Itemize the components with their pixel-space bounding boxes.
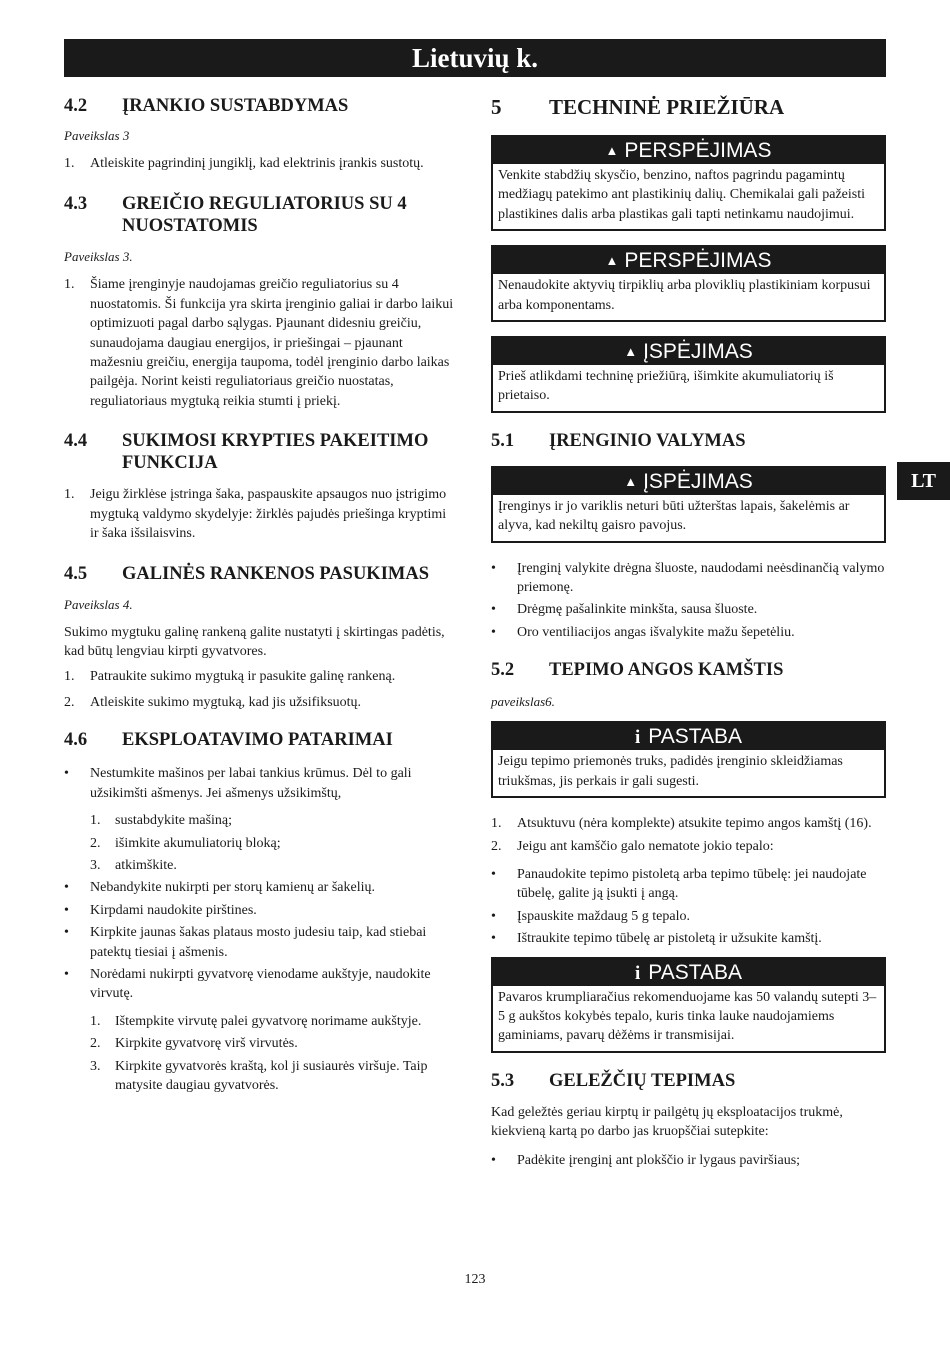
paragraph: Sukimo mygtuku galinę rankeną galite nustatyti į skirtingas padėtis, kad būtų lengviau kirpti gyvatvores.: [64, 625, 445, 660]
warning-triangle-icon: ▲: [624, 344, 638, 360]
note-text: Pavaros krumpliaračius rekomenduojame kas 50 valandų sutepti 3–5 g aukštos kokybės tepalo, kuris tinka lauke naudojamiems gaminiams, pavarų dėžėms ir transmisijai.: [498, 989, 877, 1044]
list-item: 1. Atleiskite pagrindinį jungiklį, kad elektrinis įrankis sustotų.: [64, 156, 424, 171]
bullet-list: [64, 764, 458, 803]
note-text: Jeigu tepimo priemonės truks, padidės įrenginio skleidžiamas triukšmas, jis perkais ir gali sugesti.: [498, 754, 843, 789]
bullet-list: [491, 559, 886, 643]
note-box: [491, 957, 886, 1053]
section-heading: 5.1 ĮRENGINIO VALYMAS: [491, 430, 746, 451]
section-heading: 5.3 GELEŽČIŲ TEPIMAS: [491, 1070, 736, 1091]
list-item: • Įspauskite maždaug 5 g tepalo.: [491, 908, 691, 924]
list-item: 1. Jeigu žirklėse įstringa šaka, paspauskite apsaugos nuo įstrigimo mygtuką valdymo skydelyje: žirklės pajudės priešinga kryptimi ir šaka išsilaisvins.: [64, 487, 447, 542]
left-column: [64, 95, 458, 1095]
caution-box: [491, 336, 886, 413]
list-item: 2. Atleiskite sukimo mygtuką, kad jis užsifiksuotų.: [64, 694, 362, 710]
section-heading: 5.2 TEPIMO ANGOS KAMŠTIS: [491, 660, 784, 681]
list-item: 1. Patraukite sukimo mygtuką ir pasukite galinę rankeną.: [64, 669, 396, 685]
note-header: i PASTABA: [493, 723, 884, 750]
warning-box: [491, 135, 886, 231]
warning-header: ▲ PERSPĖJIMAS: [493, 137, 884, 164]
list-item: 2. Kirpkite gyvatvorę virš virvutės.: [90, 1036, 298, 1052]
bullet-list: [64, 878, 458, 1003]
section-heading: 4.5 GALINĖS RANKENOS PASUKIMAS: [64, 564, 430, 585]
note-box: [491, 721, 886, 798]
list-item: 1. sustabdykite mašiną;: [90, 813, 233, 829]
warning-box: [491, 245, 886, 322]
section-heading: 4.2 ĮRANKIO SUSTABDYMAS: [64, 96, 349, 116]
language-tab: LT: [897, 462, 950, 500]
list-item: • Kirpdami naudokite pirštines.: [64, 902, 257, 918]
caution-header: ▲ ĮSPĖJIMAS: [493, 338, 884, 365]
section-heading: 4.6 EKSPLOATAVIMO PATARIMAI: [64, 730, 393, 751]
list-item: • Norėdami nukirpti gyvatvorę vienodame aukštyje, naudokite virvutę.: [64, 966, 431, 1002]
sub-list: [64, 1012, 458, 1096]
numbered-list: [64, 154, 458, 173]
figure-ref: Paveikslas 3.: [64, 249, 133, 265]
caution-text: Prieš atlikdami techninę priežiūrą, išimkite akumuliatorių iš prietaiso.: [498, 369, 834, 404]
section-heading: 5 TECHNINĖ PRIEŽIŪRA: [491, 95, 785, 119]
info-icon: i: [634, 962, 641, 984]
list-item: • Drėgmę pašalinkite minkšta, sausa šluoste.: [491, 602, 758, 618]
numbered-list: [64, 485, 458, 543]
warning-triangle-icon: ▲: [624, 473, 638, 489]
caution-header: ▲ ĮSPĖJIMAS: [493, 468, 884, 495]
list-item: 3. atkimškite.: [90, 857, 177, 873]
list-item: • Nestumkite mašinos per labai tankius krūmus. Dėl to gali užsikimšti ašmenys. Jei ašmenys užsikimštų,: [64, 766, 412, 801]
bullet-list: [491, 1151, 886, 1170]
numbered-list: [491, 814, 886, 856]
right-column: [491, 95, 886, 1170]
bullet-list: [491, 865, 886, 949]
section-heading: 4.4 SUKIMOSI KRYPTIES PAKEITIMO FUNKCIJA: [64, 431, 429, 474]
page-number: 123: [464, 1272, 486, 1287]
list-item: 3. Kirpkite gyvatvorės kraštą, kol ji susiaurės viršuje. Taip matysite daugiau gyvatvorės.: [90, 1058, 428, 1093]
sub-list: [64, 811, 458, 875]
list-item: • Oro ventiliacijos angas išvalykite mažu šepetėliu.: [491, 624, 795, 640]
warning-text: Nenaudokite aktyvių tirpiklių arba ploviklių plastikiniam korpusui arba komponentams.: [498, 278, 871, 313]
list-item: 1. Šiame įrenginyje naudojamas greičio reguliatorius su 4 nuostatomis. Ši funkcija yra skirta įrenginio galiai ir darbo laikui optimizuoti pagal darbo sąlygas. Pjaunant didesniu greičiu, sunaudojama daugiau energijos, ir priešingai – pjaunant mažesniu greičiu, energija taupoma, todėl įrenginio darbo laikas pailgėja. Norint keisti reguliatoriaus greičio nuostatas, reguliatoriaus mygtuką reikia stumti į priekį.: [64, 277, 454, 409]
list-item: 2. išimkite akumuliatorių bloką;: [90, 835, 281, 851]
warning-triangle-icon: ▲: [605, 253, 619, 269]
warning-text: Venkite stabdžių skysčio, benzino, naftos pagrindu pagamintų medžiagų patekimo ant plastikinių dalių. Chemikalai gali pažeisti plastikines dalis arba plastikas gali tapti netinkamu naudojimui.: [498, 168, 866, 222]
warning-header: ▲ PERSPĖJIMAS: [493, 247, 884, 274]
caution-text: Įrenginys ir jo variklis neturi būti užterštas lapais, šakelėmis ar alyva, kad nekiltų gaisro pavojus.: [498, 498, 850, 534]
section-heading: 4.3 GREIČIO REGULIATORIUS SU 4 NUOSTATOMIS: [64, 194, 407, 237]
page-title: Lietuvių k.: [64, 39, 886, 77]
list-item: • Padėkite įrenginį ant plokščio ir lygaus paviršiaus;: [491, 1152, 801, 1168]
list-item: 1. Ištempkite virvutę palei gyvatvorę norimame aukštyje.: [90, 1013, 422, 1029]
warning-triangle-icon: ▲: [605, 143, 619, 158]
list-item: • Ištraukite tepimo tūbelę ar pistoletą ir užsukite kamštį.: [491, 931, 822, 947]
paragraph: Kad geležtės geriau kirptų ir pailgėtų jų eksploatacijos trukmė, kiekvieną kartą po darbo jas kruopščiai sutepkite:: [491, 1104, 843, 1139]
list-item: 1. Atsuktuvu (nėra komplekte) atsukite tepimo angos kamštį (16).: [491, 816, 872, 832]
note-header: i PASTABA: [493, 959, 884, 986]
list-item: • Panaudokite tepimo pistoletą arba tepimo tūbelę: jei naudojate tūbelę, galite ją įsukti į angą.: [491, 866, 867, 902]
list-item: • Kirpkite jaunas šakas plataus mosto judesiu taip, kad stiebai patektų tiesiai į ašmenis.: [64, 925, 427, 960]
figure-ref: paveikslas6.: [491, 694, 555, 710]
list-item: • Nebandykite nukirpti per storų kamienų ar šakelių.: [64, 880, 375, 896]
caution-box: [491, 466, 886, 543]
figure-ref: Paveikslas 4.: [64, 597, 133, 613]
numbered-list: [64, 275, 458, 411]
list-item: • Įrenginį valykite drėgna šluoste, naudodami neėsdinančią valymo priemonę.: [491, 560, 885, 596]
figure-ref: Paveikslas 3: [64, 128, 130, 143]
list-item: 2. Jeigu ant kamščio galo nematote jokio tepalo:: [491, 838, 774, 854]
info-icon: i: [634, 727, 641, 749]
numbered-list: [64, 667, 458, 712]
